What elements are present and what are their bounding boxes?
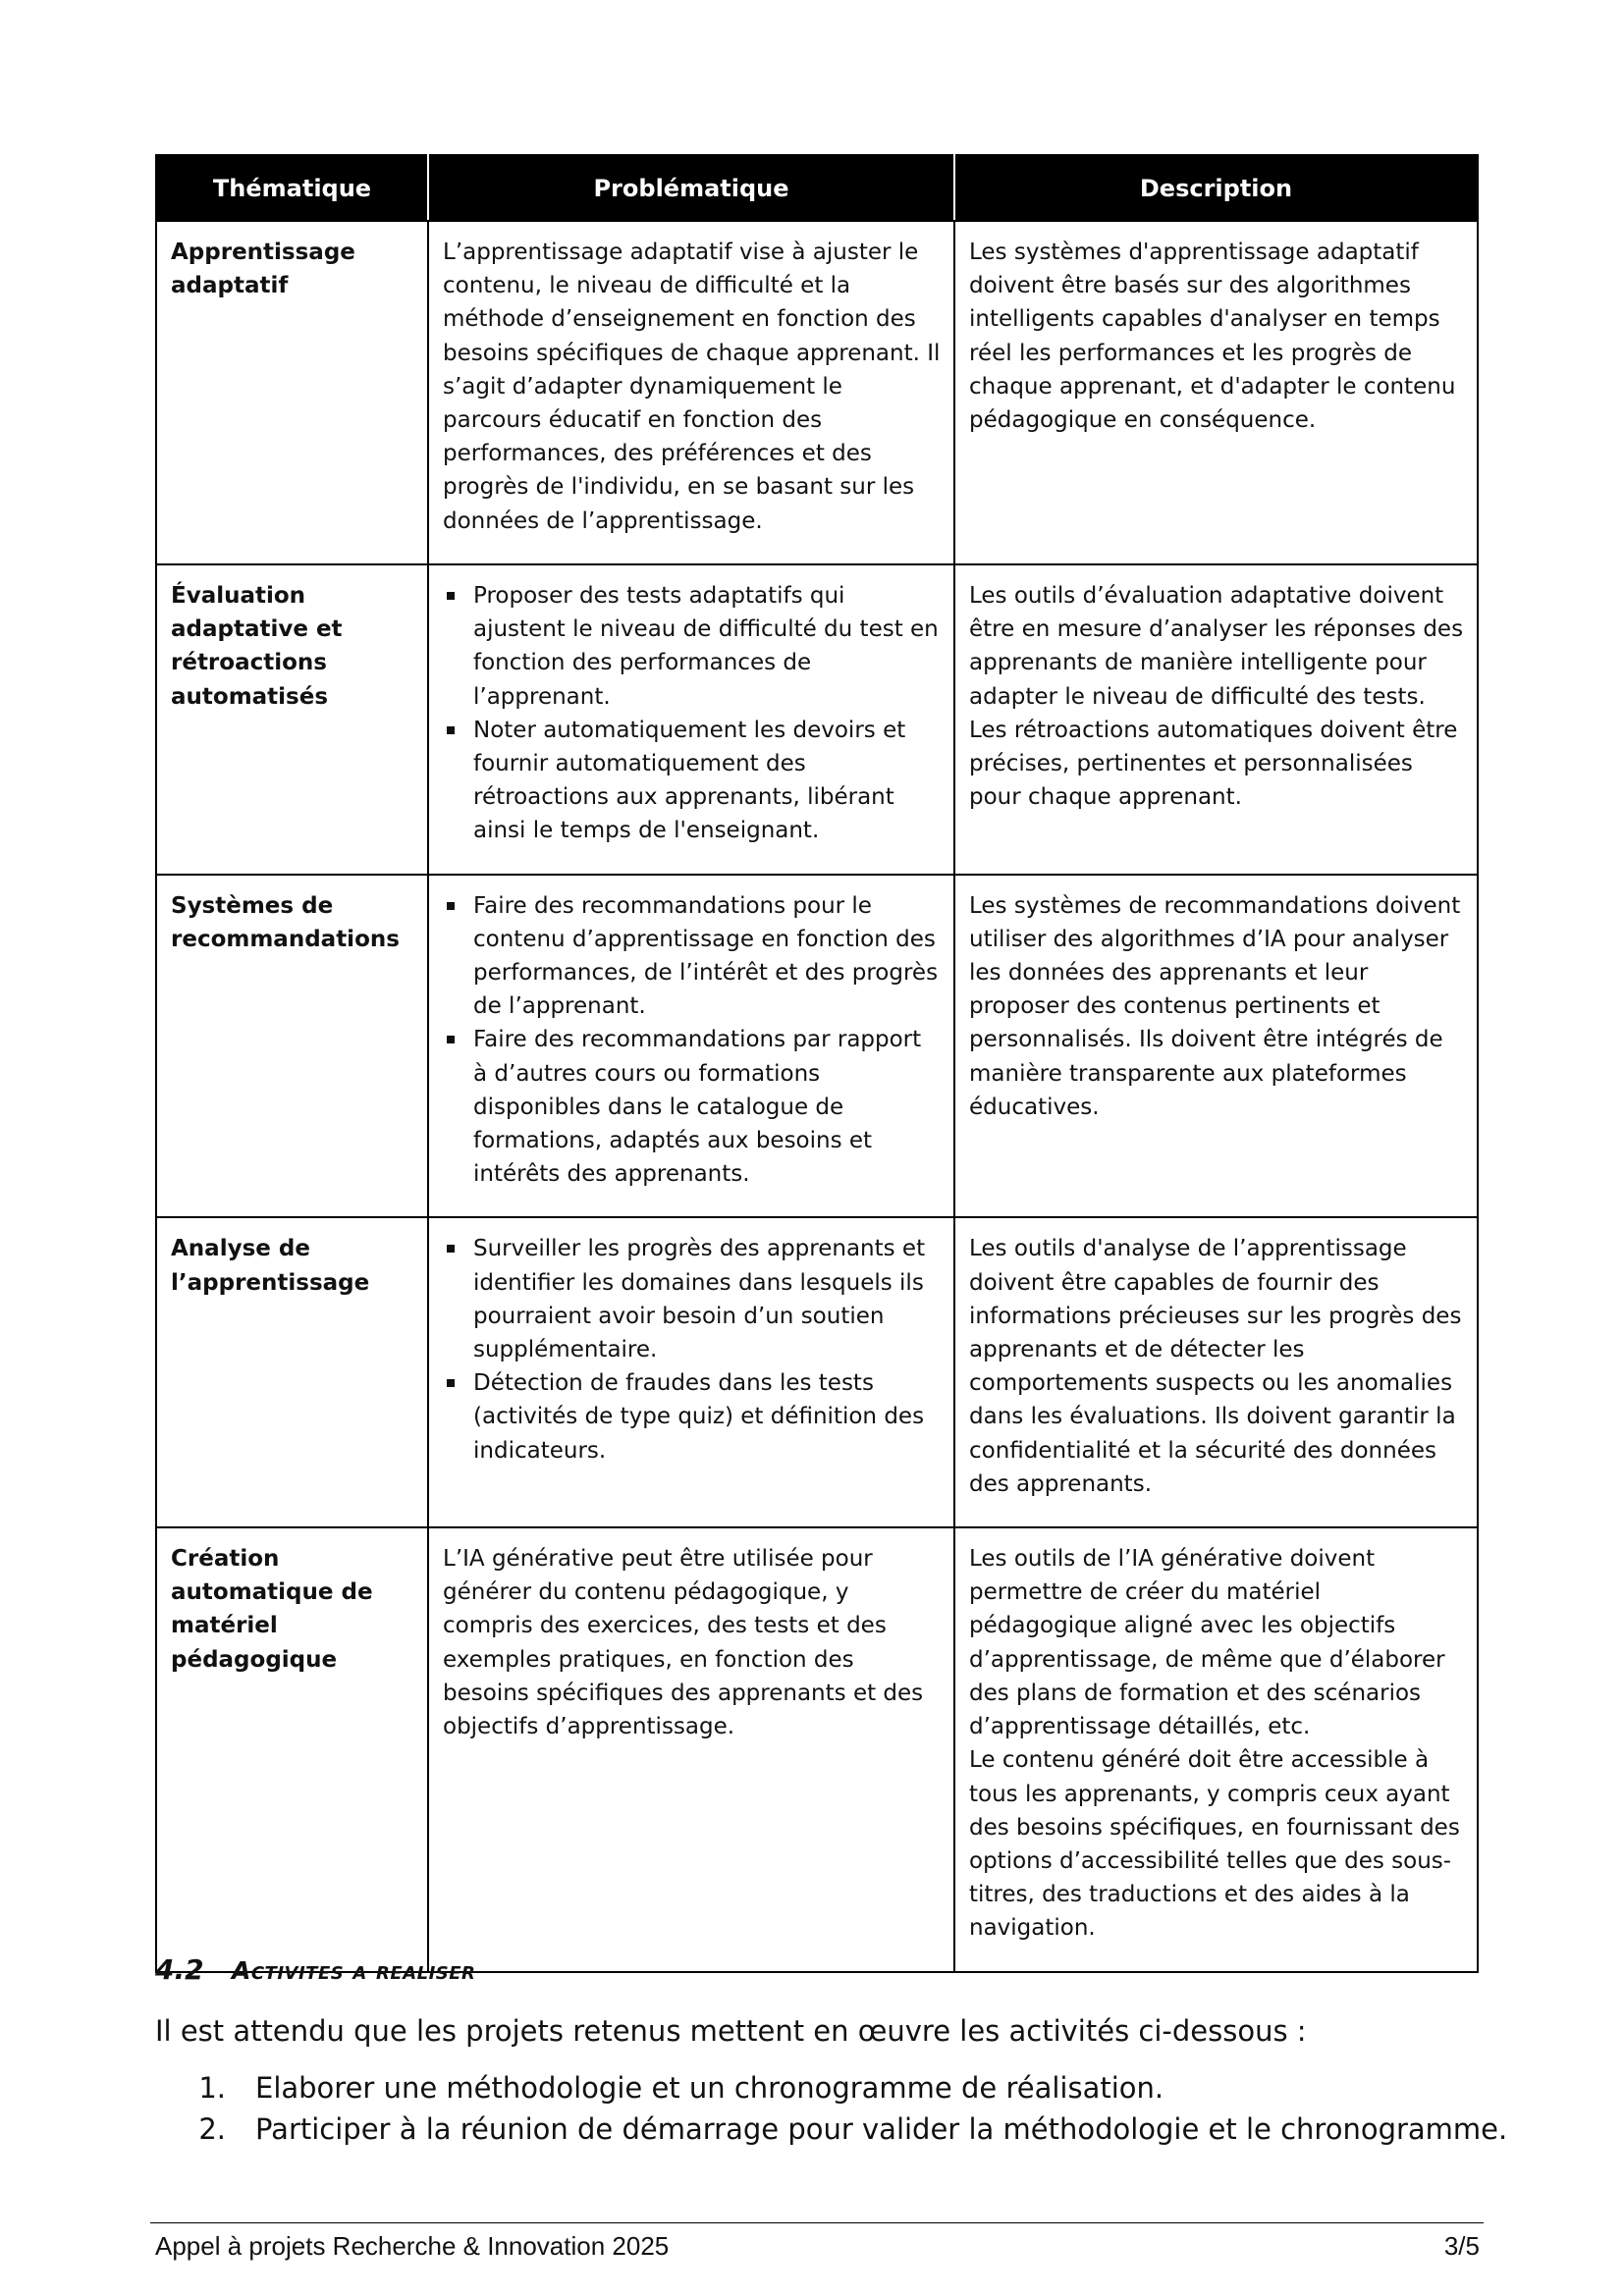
bullet-item: Proposer des tests adaptatifs qui ajustent le niveau de difficulté du test en fonction des performances de l’apprenant. [473,579,942,714]
table-row [156,1217,1478,1527]
bullet-item: Faire des recommandations pour le contenu d’apprentissage en fonction des performances, de l’intérêt et des progrès de l’apprenant. [473,889,942,1024]
bullet-item: Noter automatiquement les devoirs et fournir automatiquement des rétroactions aux apprenants, libérant ainsi le temps de l'enseignant. [473,714,942,848]
footer-title: Appel à projets Recherche & Innovation 2025 [155,2231,670,2261]
theme-cell: Apprentissage adaptatif [156,221,428,564]
section-title: Activites a realiser [232,1956,476,1985]
list-text: Participer à la réunion de démarrage pour valider la méthodologie et le chronogramme. [255,2112,1508,2146]
header-thematique: Thématique [156,155,428,221]
description-cell [954,1527,1478,1971]
list-text: Elaborer une méthodologie et un chronogramme de réalisation. [255,2071,1164,2105]
problem-cell [428,875,954,1218]
description-paragraph: Le contenu généré doit être accessible à tous les apprenants, y compris ceux ayant des besoins spécifiques, en fournissant des options d’accessibilité telles que des sous-titres, des traductions et des aides à la navigation. [969,1747,1460,1942]
description-cell: Les outils d'analyse de l’apprentissage doivent être capables de fournir des informations précieuses sur les progrès des apprenants et de détecter les comportements suspects ou les anomalies dans les évaluations. Ils doivent garantir la confidentialité et la sécurité des données des apprenants. [954,1217,1478,1527]
list-number: 2. [198,2112,226,2146]
header-description: Description [954,155,1478,221]
table-row [156,221,1478,564]
list-item [155,2109,1530,2150]
description-cell: Les systèmes de recommandations doivent utiliser des algorithmes d’IA pour analyser les données des apprenants et leur proposer des contenus pertinents et personnalisés. Ils doivent être intégrés de manière transparente aux plateformes éducatives. [954,875,1478,1218]
description-cell: Les systèmes d'apprentissage adaptatif doivent être basés sur des algorithmes intelligents capables d'analyser en temps réel les performances et les progrès de chaque apprenant, et d'adapter le contenu pédagogique en conséquence. [954,221,1478,564]
list-item [155,2067,1530,2109]
problem-cell [428,564,954,875]
table-row [156,564,1478,875]
description-paragraph: Les outils de l’IA générative doivent permettre de créer du matériel pédagogique aligné avec les objectifs d’apprentissage, de même que d’élaborer des plans de formation et des scénarios d’apprentissage détaillés, etc. [969,1546,1445,1740]
page-number: 3/5 [1443,2231,1480,2261]
problem-cell: L’apprentissage adaptatif vise à ajuster le contenu, le niveau de difficulté et la méthode d’enseignement en fonction des besoins spécifiques de chaque apprenant. Il s’agit d’adapter dynamiquement le parcours éducatif en fonction des performances, des préférences et des progrès de l'individu, en se basant sur les données de l’apprentissage. [428,221,954,564]
problem-cell: L’IA générative peut être utilisée pour générer du contenu pédagogique, y compris des exercices, des tests et des exemples pratiques, en fonction des besoins spécifiques des apprenants et des objectifs d’apprentissage. [428,1527,954,1971]
theme-cell: Analyse de l’apprentissage [156,1217,428,1527]
problem-cell [428,1217,954,1527]
thematics-table [155,154,1479,1973]
theme-cell: Création automatique de matériel pédagogique [156,1527,428,1971]
section-intro: Il est attendu que les projets retenus mettent en œuvre les activités ci-dessous : [155,2014,1307,2048]
problem-bullet-list [443,579,942,848]
footer-divider [150,2222,1484,2223]
problem-bullet-list [443,889,942,1192]
description-cell: Les outils d’évaluation adaptative doivent être en mesure d’analyser les réponses des apprenants de manière intelligente pour adapter le niveau de difficulté des tests. Les rétroactions automatiques doivent être précises, pertinentes et personnalisées pour chaque apprenant. [954,564,1478,875]
theme-cell: Évaluation adaptative et rétroactions automatisés [156,564,428,875]
bullet-item: Surveiller les progrès des apprenants et identifier les domaines dans lesquels ils pourraient avoir besoin d’un soutien supplémentaire. [473,1232,942,1366]
table-row [156,875,1478,1218]
section-number: 4.2 [155,1953,204,1986]
problem-bullet-list [443,1232,942,1467]
list-number: 1. [198,2071,226,2105]
bullet-item: Détection de fraudes dans les tests (activités de type quiz) et définition des indicateurs. [473,1366,942,1468]
table-header-row [156,155,1478,221]
header-problematique: Problématique [428,155,954,221]
bullet-item: Faire des recommandations par rapport à d’autres cours ou formations disponibles dans le catalogue de formations, adaptés aux besoins et intérêts des apprenants. [473,1023,942,1191]
table-row [156,1527,1478,1971]
section-heading [155,1953,475,1986]
theme-cell: Systèmes de recommandations [156,875,428,1218]
activities-list [155,2067,1530,2150]
